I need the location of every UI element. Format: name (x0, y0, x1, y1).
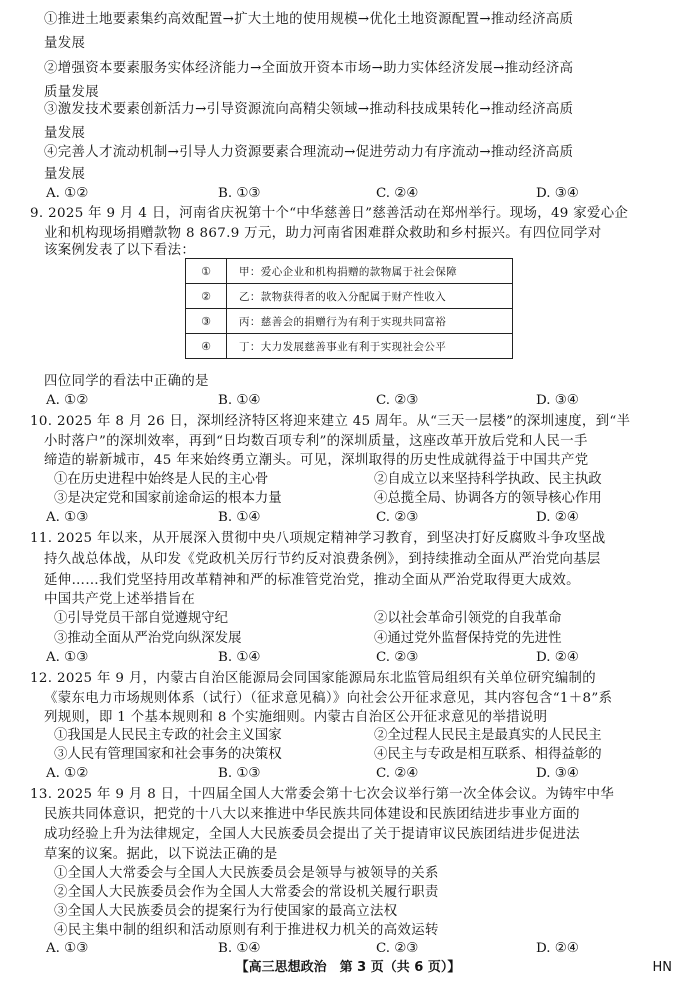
table-row (186, 334, 513, 359)
q10-stem-line-2: 小时落户”的深圳效率，再到“日均数百项专利”的深圳质量，这座改革开放后党和人民一手 (44, 434, 588, 449)
q13-item-3: ③全国人大民族委员会的提案行为行使国家的最高立法权 (54, 904, 398, 919)
q13-stem-line-2: 民族共同体意识，把党的十八大以来推进中华民族共同体建设和民族团结进步事业方面的 (44, 807, 580, 822)
opinion-number: ② (186, 284, 227, 309)
q11-stem-line-3: 延伸……我们党坚持用改革精神和严的标准管党治党，推动全面从严治党取得更大成效。 (44, 573, 580, 588)
opinion-text: 丙：慈善会的捐赠行为有利于实现共同富裕 (227, 309, 513, 334)
q11-option-b[interactable]: B. ①④ (218, 650, 261, 665)
q10-item-1: ①在历史进程中始终是人民的主心骨 (54, 472, 269, 487)
q12-options (46, 763, 676, 785)
q10-item-3: ③是决定党和国家前途命运的根本力量 (54, 491, 282, 506)
q13-stem-line-4: 草案的议案。据此，以下说法正确的是 (44, 847, 278, 862)
q12-item-3: ③人民有管理国家和社会事务的决策权 (54, 747, 282, 762)
q12-stem-line-2: 《蒙东电力市场规则体系（试行）（征求意见稿）》向社会公开征求意见，其内容包含“1＋8”系 (44, 691, 613, 706)
q9-stem-line-1: 9. 2025 年 9 月 4 日，河南省庆祝第十个“中华慈善日”慈善活动在郑州举行。现场，49 家爱心企 (30, 206, 629, 221)
q8-option-a[interactable]: A. ①② (46, 186, 89, 201)
q12-item-1: ①我国是人民民主专政的社会主义国家 (54, 728, 282, 743)
q9-ask: 四位同学的看法中正确的是 (44, 374, 209, 389)
q10-stem-line-1: 10. 2025 年 8 月 26 日，深圳经济特区将迎来建立 45 周年。从“三天一层楼”的深圳速度，到“半 (30, 414, 631, 429)
q8-item-1-line-2: 量发展 (44, 36, 86, 51)
q13-option-c[interactable]: C. ②③ (376, 941, 419, 956)
q13-stem-line-3: 成功经验上升为法律规定，全国人大民族委员会提出了关于提请审议民族团结进步促进法 (44, 827, 580, 842)
q10-item-4: ④总揽全局、协调各方的领导核心作用 (374, 491, 602, 506)
opinion-text: 甲：爱心企业和机构捐赠的款物属于社会保障 (227, 259, 513, 284)
q13-item-1: ①全国人大常委会与全国人大民族委员会是领导与被领导的关系 (54, 866, 439, 881)
opinion-text: 乙：款物获得者的收入分配属于财产性收入 (227, 284, 513, 309)
q9-stem-line-2: 业和机构现场捐赠款物 8 867.9 万元，助力河南省困难群众救助和乡村振兴。有四位同学对 (44, 226, 602, 241)
q11-stem-line-4: 中国共产党上述举措旨在 (44, 592, 196, 607)
q12-option-c[interactable]: C. ②④ (376, 766, 419, 781)
q8-item-4-line-2: 量发展 (44, 167, 86, 182)
q12-item-4: ④民主与专政是相互联系、相得益彰的 (374, 747, 602, 762)
q9-stem-line-3: 该案例发表了以下看法： (44, 243, 196, 258)
q13-stem-line-1: 13. 2025 年 9 月 8 日，十四届全国人大常委会第十七次会议举行第一次全体会议。为铸牢中华 (30, 787, 615, 802)
q9-option-a[interactable]: A. ①② (46, 393, 89, 408)
q11-stem-line-1: 11. 2025 年以来，从开展深入贯彻中央八项规定精神学习教育，到坚决打好反腐败斗争攻坚战 (30, 531, 606, 546)
q12-option-a[interactable]: A. ①② (46, 766, 89, 781)
q8-item-3-line-1: ③激发技术要素创新活力→引导资源流向高精尖领域→推动科技成果转化→推动经济高质 (44, 102, 574, 117)
q10-option-a[interactable]: A. ①③ (46, 510, 89, 525)
q9-opinions-table (185, 258, 513, 359)
q9-option-b[interactable]: B. ①④ (218, 393, 261, 408)
q11-option-a[interactable]: A. ①③ (46, 650, 89, 665)
q13-item-2: ②全国人大民族委员会作为全国人大常委会的常设机关履行职责 (54, 885, 439, 900)
opinion-text: 丁：大力发展慈善事业有利于实现社会公平 (227, 334, 513, 359)
q8-item-4-line-1: ④完善人才流动机制→引导人力资源要素合理流动→促进劳动力有序流动→推动经济高质 (44, 145, 574, 160)
q11-option-d[interactable]: D. ②④ (536, 650, 579, 665)
q13-option-a[interactable]: A. ①③ (46, 941, 89, 956)
q11-item-2: ②以社会革命引领党的自我革命 (374, 611, 562, 626)
q11-item-1: ①引导党员干部自觉遵规守纪 (54, 611, 229, 626)
q8-item-1-line-1: ①推进土地要素集约高效配置→扩大土地的使用规模→优化土地资源配置→推动经济高质 (44, 12, 574, 27)
q12-option-d[interactable]: D. ③④ (536, 766, 579, 781)
q9-option-d[interactable]: D. ③④ (536, 393, 579, 408)
q11-item-3: ③推动全面从严治党向纵深发展 (54, 631, 242, 646)
table-row (186, 259, 513, 284)
q13-option-b[interactable]: B. ①④ (218, 941, 261, 956)
q9-option-c[interactable]: C. ②③ (376, 393, 419, 408)
q13-item-4: ④民主集中制的组织和活动原则有利于推进权力机关的高效运转 (54, 923, 439, 938)
q8-option-d[interactable]: D. ③④ (536, 186, 579, 201)
table-row (186, 309, 513, 334)
q12-item-2: ②全过程人民民主是最真实的人民民主 (374, 728, 602, 743)
q8-option-b[interactable]: B. ①③ (218, 186, 261, 201)
q10-stem-line-3: 缔造的崭新城市，45 年来始终勇立潮头。可见，深圳取得的历史性成就得益于中国共产党 (44, 453, 589, 468)
q8-option-c[interactable]: C. ②④ (376, 186, 419, 201)
q8-item-2-line-1: ②增强资本要素服务实体经济能力→全面放开资本市场→助力实体经济发展→推动经济高 (44, 61, 574, 76)
q10-options (46, 507, 676, 529)
q12-stem-line-1: 12. 2025 年 9 月，内蒙古自治区能源局会同国家能源局东北监管局组织有关单位研究编制的 (30, 671, 597, 686)
q11-item-4: ④通过党外监督保持党的先进性 (374, 631, 562, 646)
q13-option-d[interactable]: D. ②④ (536, 941, 579, 956)
q11-option-c[interactable]: C. ②③ (376, 650, 419, 665)
q8-item-2-line-2: 质量发展 (44, 85, 99, 100)
q10-option-b[interactable]: B. ①④ (218, 510, 261, 525)
q10-option-d[interactable]: D. ②④ (536, 510, 579, 525)
q12-stem-line-3: 列规则，即 1 个基本规则和 8 个实施细则。内蒙古自治区公开征求意见的举措说明 (44, 710, 548, 725)
table-row (186, 284, 513, 309)
q11-items-row-1 (54, 608, 676, 630)
q8-item-3-line-2: 量发展 (44, 126, 86, 141)
q10-item-2: ②自成立以来坚持科学执政、民主执政 (374, 472, 602, 487)
q12-option-b[interactable]: B. ①③ (218, 766, 261, 781)
q11-stem-line-2: 持久战总体战，从印发《党政机关厉行节约反对浪费条例》，到持续推动全面从严治党向基层 (44, 552, 601, 567)
page-footer: 【高三思想政治 第 3 页（共 6 页）】 (235, 960, 461, 975)
q10-option-c[interactable]: C. ②③ (376, 510, 419, 525)
opinion-number: ③ (186, 309, 227, 334)
region-code: HN (652, 960, 672, 975)
q11-options (46, 647, 676, 669)
opinion-number: ④ (186, 334, 227, 359)
q9-options (46, 390, 676, 412)
opinion-number: ① (186, 259, 227, 284)
